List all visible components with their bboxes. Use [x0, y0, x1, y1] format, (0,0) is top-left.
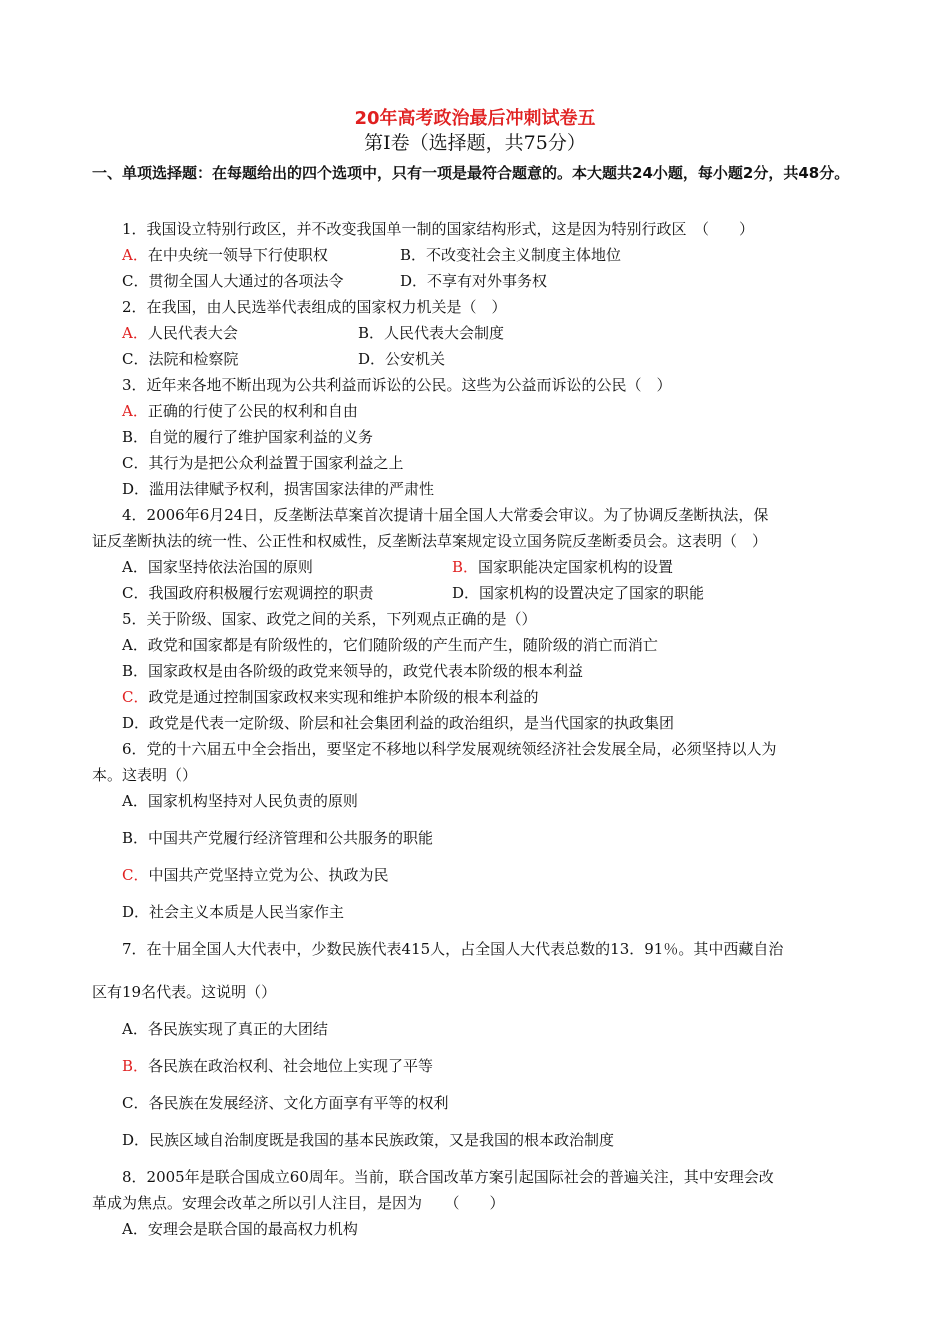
question-4-option-b: B．国家职能决定国家机构的设置 [452, 558, 674, 576]
question-2-option-d: D．公安机关 [358, 350, 446, 368]
question-6-option-b: B．中国共产党履行经济管理和公共服务的职能 [122, 829, 434, 847]
question-7-stem-line-2: 区有19名代表。这说明（） [92, 983, 277, 1001]
question-7-option-a: A．各民族实现了真正的大团结 [122, 1020, 328, 1038]
question-4-stem-line-2: 证反垄断执法的统一性、公正性和权威性，反垄断法草案规定设立国务院反垄断委员会。这表明（ ） [92, 532, 768, 550]
question-4-option-d: D．国家机构的设置决定了国家的职能 [452, 584, 705, 602]
section-instruction: 一、单项选择题：在每题给出的四个选项中，只有一项是最符合题意的。本大题共24小题，每小题2分，共48分。 [92, 164, 850, 182]
question-8-option-a: A．安理会是联合国的最高权力机构 [122, 1220, 358, 1238]
question-6-stem-line-2: 本。这表明（） [92, 766, 198, 784]
question-1-stem: 1．我国设立特别行政区，并不改变我国单一制的国家结构形式，这是因为特别行政区 （ ） [122, 220, 755, 238]
section-subtitle: 第Ⅰ卷（选择题，共75分） [364, 132, 586, 154]
question-3-option-b: B．自觉的履行了维护国家利益的义务 [122, 428, 374, 446]
question-5-option-c: C．政党是通过控制国家政权来实现和维护本阶级的根本利益的 [122, 688, 539, 706]
question-4-option-a: A．国家坚持依法治国的原则 [122, 558, 313, 576]
question-8-stem-line-2: 革成为焦点。安理会改革之所以引人注目，是因为 （ ） [92, 1194, 505, 1212]
question-7-option-d: D．民族区域自治制度既是我国的基本民族政策，又是我国的根本政治制度 [122, 1131, 615, 1149]
question-2-option-a: A．人民代表大会 [122, 324, 238, 342]
question-7-option-b: B．各民族在政治权利、社会地位上实现了平等 [122, 1057, 434, 1075]
question-6-option-d: D．社会主义本质是人民当家作主 [122, 903, 345, 921]
question-7-option-c: C．各民族在发展经济、文化方面享有平等的权利 [122, 1094, 449, 1112]
question-5-option-a: A．政党和国家都是有阶级性的，它们随阶级的产生而产生，随阶级的消亡而消亡 [122, 636, 658, 654]
question-1-option-d: D．不享有对外事务权 [400, 272, 548, 290]
question-1-option-c: C．贯彻全国人大通过的各项法令 [122, 272, 344, 290]
question-2-stem: 2．在我国，由人民选举代表组成的国家权力机关是（ ） [122, 298, 507, 316]
question-3-option-a: A．正确的行使了公民的权利和自由 [122, 402, 358, 420]
question-4-option-c: C．我国政府积极履行宏观调控的职责 [122, 584, 374, 602]
question-1-option-a: A．在中央统一领导下行使职权 [122, 246, 328, 264]
question-3-option-d: D．滥用法律赋予权利，损害国家法律的严肃性 [122, 480, 435, 498]
question-5-option-b: B．国家政权是由各阶级的政党来领导的，政党代表本阶级的根本利益 [122, 662, 584, 680]
question-8-stem-line-1: 8．2005年是联合国成立60周年。当前，联合国改革方案引起国际社会的普遍关注，其中安理会改 [122, 1168, 774, 1186]
question-1-option-b: B．不改变社会主义制度主体地位 [400, 246, 622, 264]
question-6-option-a: A．国家机构坚持对人民负责的原则 [122, 792, 358, 810]
question-4-stem-line-1: 4．2006年6月24日，反垄断法草案首次提请十届全国人大常委会审议。为了协调反垄断执法，保 [122, 506, 769, 524]
question-2-option-c: C．法院和检察院 [122, 350, 239, 368]
question-6-stem-line-1: 6．党的十六届五中全会指出，要坚定不移地以科学发展观统领经济社会发展全局，必须坚持以人为 [122, 740, 777, 758]
question-5-stem: 5．关于阶级、国家、政党之间的关系，下列观点正确的是（） [122, 610, 537, 628]
question-3-option-c: C．其行为是把公众利益置于国家利益之上 [122, 454, 404, 472]
question-5-option-d: D．政党是代表一定阶级、阶层和社会集团利益的政治组织，是当代国家的执政集团 [122, 714, 675, 732]
question-2-option-b: B．人民代表大会制度 [358, 324, 505, 342]
question-3-stem: 3．近年来各地不断出现为公共利益而诉讼的公民。这些为公益而诉讼的公民（ ） [122, 376, 672, 394]
exam-title: 20年高考政治最后冲刺试卷五 [354, 108, 596, 129]
question-7-stem-line-1: 7．在十届全国人大代表中，少数民族代表415人，占全国人大代表总数的13．91％。其中西藏自治 [122, 940, 784, 958]
question-6-option-c: C．中国共产党坚持立党为公、执政为民 [122, 866, 389, 884]
